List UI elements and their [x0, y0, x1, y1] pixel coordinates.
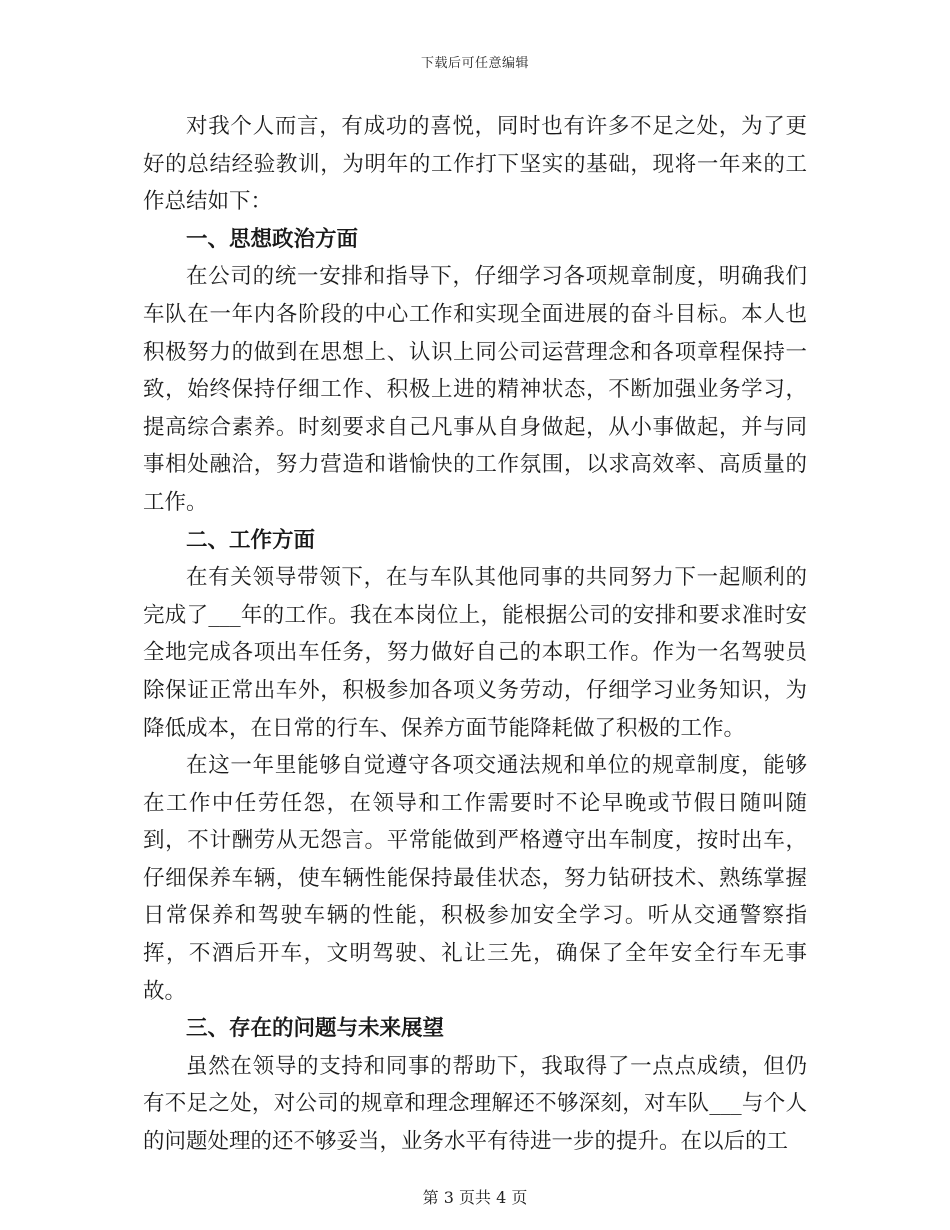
intro-paragraph: 对我个人而言，有成功的喜悦，同时也有许多不足之处，为了更好的总结经验教训，为明年的工作打下坚实的基础，现将一年来的工作总结如下：	[143, 114, 807, 215]
paragraph-ideology: 在公司的统一安排和指导下，仔细学习各项规章制度，明确我们车队在一年内各阶段的中心工作和实现全面进展的奋斗目标。本人也积极努力的做到在思想上、认识上同公司运营理念和各项章程保持一致，始终保持仔细工作、积极上进的精神状态，不断加强业务学习，提高综合素养。时刻要求自己凡事从自身做起，从小事做起，并与同事相处融洽，努力营造和谐愉快的工作氛围，以求高效率、高质量的工作。	[143, 264, 807, 515]
paragraph-work-2: 在这一年里能够自觉遵守各项交通法规和单位的规章制度，能够在工作中任劳任怨，在领导和工作需要时不论早晚或节假日随叫随到，不计酬劳从无怨言。平常能做到严格遵守出车制度，按时出车，仔细保养车辆，使车辆性能保持最佳状态，努力钻研技术、熟练掌握日常保养和驾驶车辆的性能，积极参加安全学习。听从交通警察指挥，不酒后开车，文明驾驶、礼让三先，确保了全年安全行车无事故。	[143, 753, 807, 1004]
section-heading-work: 二、工作方面	[186, 527, 316, 553]
page-footer: 第 3 页共 4 页	[422, 1188, 528, 1207]
document-body	[143, 108, 807, 1161]
page-header: 下载后可任意编辑	[420, 56, 529, 71]
paragraph-problems: 虽然在领导的支持和同事的帮助下，我取得了一点点成绩，但仍有不足之处，对公司的规章和理念理解还不够深刻，对车队___与个人的问题处理的还不够妥当，业务水平有待进一步的提升。在以后的工	[143, 1053, 807, 1155]
paragraph-work-1: 在有关领导带领下，在与车队其他同事的共同努力下一起顺利的完成了___年的工作。我在本岗位上，能根据公司的安排和要求准时安全地完成各项出车任务，努力做好自己的本职工作。作为一名驾驶员除保证正常出车外，积极参加各项义务劳动，仔细学习业务知识，为降低成本，在日常的行车、保养方面节能降耗做了积极的工作。	[143, 565, 807, 741]
section-heading-problems: 三、存在的问题与未来展望	[186, 1016, 445, 1042]
section-heading-ideology: 一、思想政治方面	[186, 226, 359, 252]
